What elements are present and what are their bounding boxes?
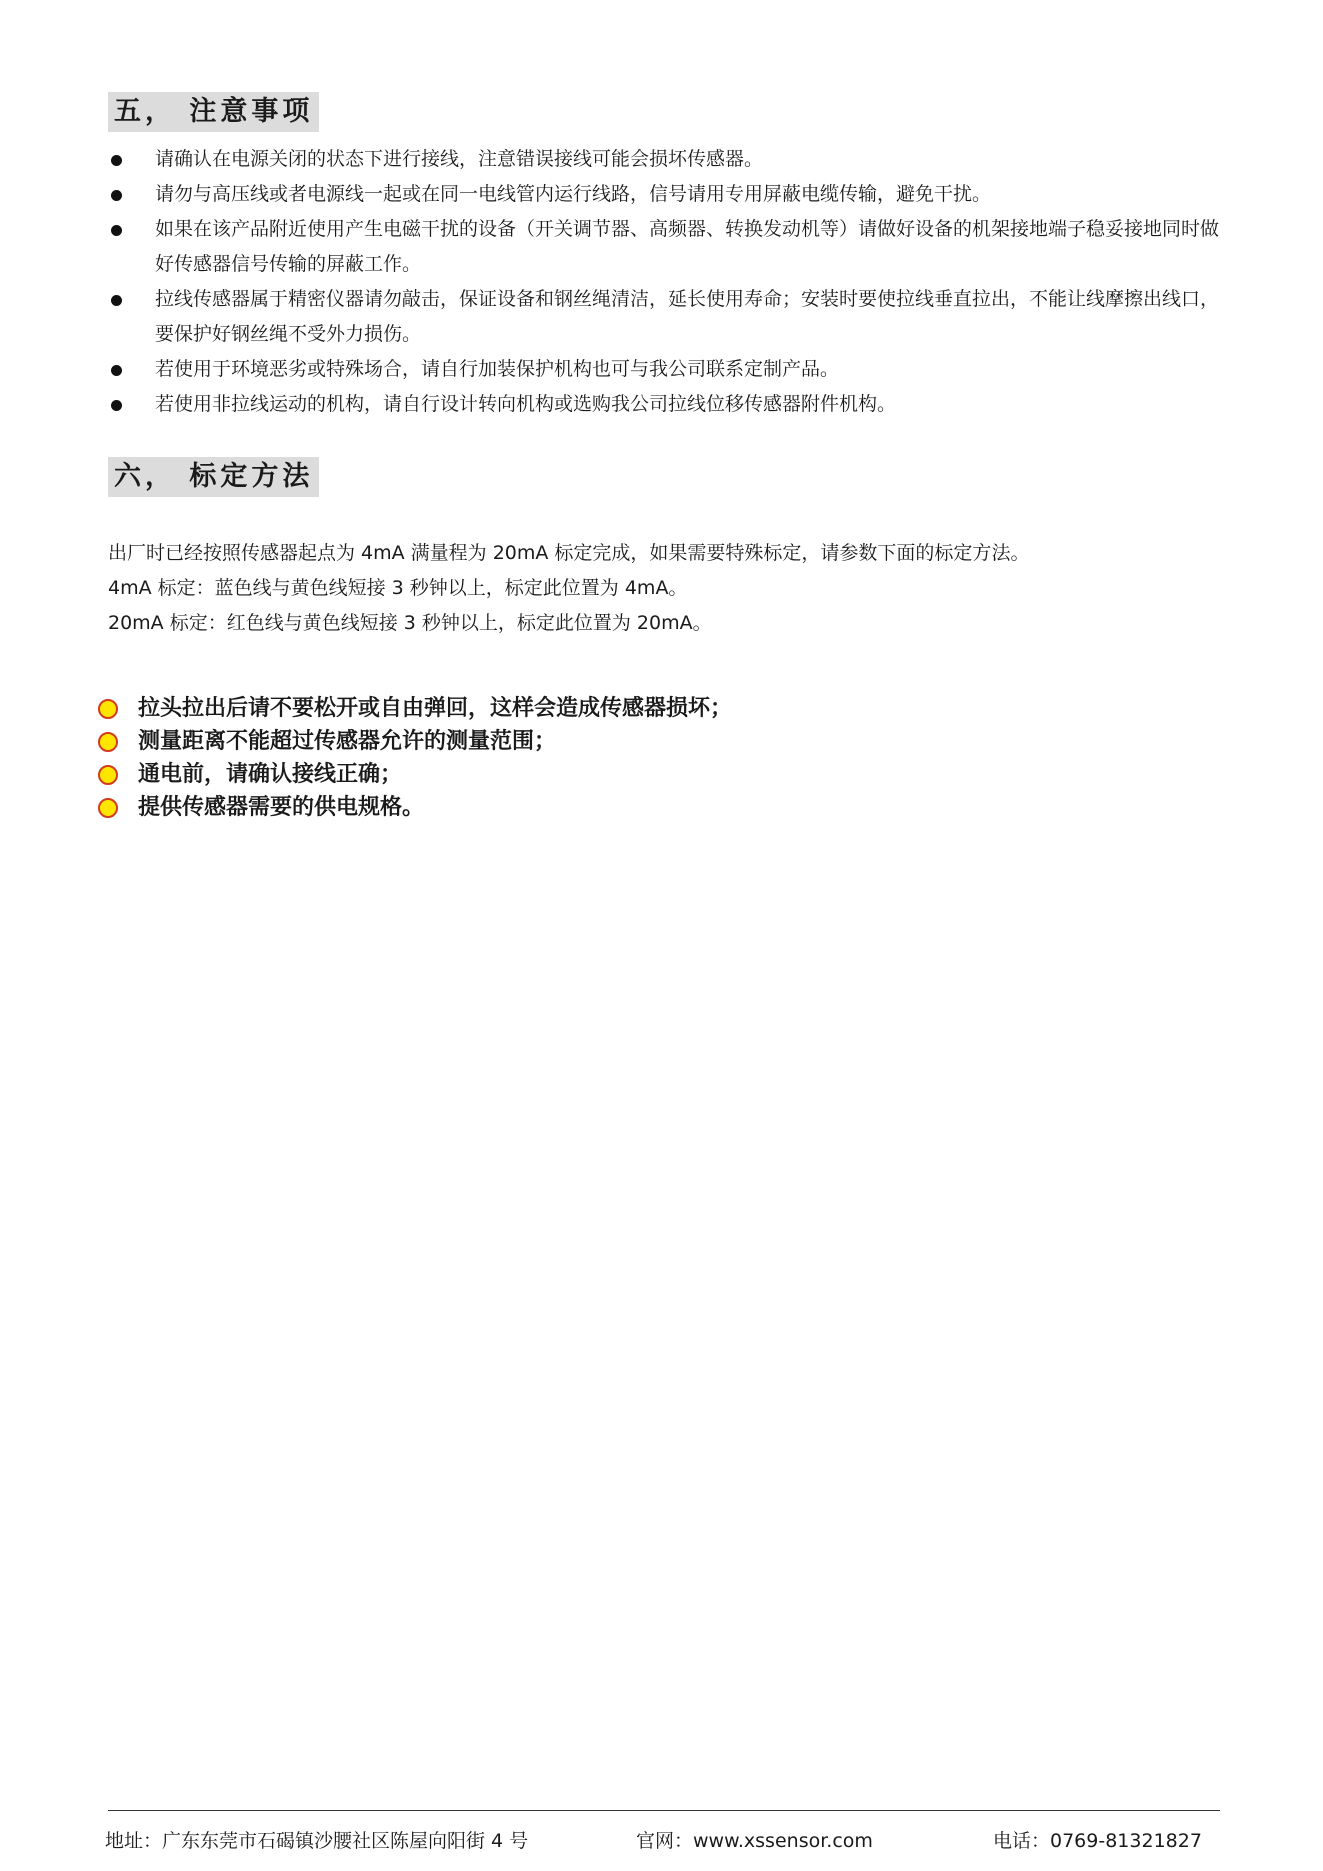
bullet-icon: [111, 295, 122, 306]
warning-circle-icon: [98, 798, 118, 818]
warning-text: 通电前，请确认接线正确；: [138, 761, 403, 787]
calibration-paragraph: 出厂时已经按照传感器起点为 4mA 满量程为 20mA 标定完成，如果需要特殊标定，请参数下面的标定方法。: [108, 542, 1030, 564]
list-item: [108, 352, 1223, 387]
warning-text: 拉头拉出后请不要松开或自由弹回，这样会造成传感器损坏；: [138, 695, 733, 721]
list-item-text: 如果在该产品附近使用产生电磁干扰的设备（开关调节器、高频器、转换发动机等）请做好设备的机架接地端子稳妥接地同时做好传感器信号传输的屏蔽工作。: [155, 218, 1220, 275]
list-item: [108, 282, 1223, 352]
list-item: [108, 142, 1223, 177]
bullet-icon: [111, 190, 122, 201]
section-5-heading: 五， 注意事项: [108, 92, 319, 132]
warning-circle-icon: [98, 765, 118, 785]
footer-divider: [108, 1810, 1220, 1811]
warning-circle-icon: [98, 732, 118, 752]
list-item-text: 若使用非拉线运动的机构，请自行设计转向机构或选购我公司拉线位移传感器附件机构。: [155, 393, 897, 415]
bullet-icon: [111, 155, 122, 166]
calibration-4ma: 4mA 标定：蓝色线与黄色线短接 3 秒钟以上，标定此位置为 4mA。: [108, 577, 688, 599]
warning-circle-icon: [98, 699, 118, 719]
calibration-20ma: 20mA 标定：红色线与黄色线短接 3 秒钟以上，标定此位置为 20mA。: [108, 612, 712, 634]
bullet-icon: [111, 400, 122, 411]
list-item-text: 请勿与高压线或者电源线一起或在同一电线管内运行线路，信号请用专用屏蔽电缆传输，避免干扰。: [155, 183, 992, 205]
list-item-text: 请确认在电源关闭的状态下进行接线，注意错误接线可能会损坏传感器。: [155, 148, 764, 170]
list-item: [108, 212, 1223, 282]
warning-item: [98, 692, 732, 725]
section-6-heading: 六， 标定方法: [108, 457, 319, 497]
list-item-text: 若使用于环境恶劣或特殊场合，请自行加装保护机构也可与我公司联系定制产品。: [155, 358, 840, 380]
bullet-icon: [111, 225, 122, 236]
warning-list: [98, 692, 732, 824]
warning-item: [98, 725, 732, 758]
warning-text: 提供传感器需要的供电规格。: [138, 794, 425, 820]
bullet-icon: [111, 365, 122, 376]
precautions-list: [108, 142, 1223, 422]
warning-text: 测量距离不能超过传感器允许的测量范围；: [138, 728, 557, 754]
calibration-text: [108, 536, 1223, 641]
warning-item: [98, 791, 732, 824]
footer-phone: 电话：0769-81321827: [993, 1830, 1202, 1852]
footer-website: 官网：www.xssensor.com: [636, 1830, 873, 1852]
list-item-text: 拉线传感器属于精密仪器请勿敲击，保证设备和钢丝绳清洁，延长使用寿命；安装时要使拉线垂直拉出，不能让线摩擦出线口，要保护好钢丝绳不受外力损伤。: [155, 288, 1220, 345]
list-item: [108, 177, 1223, 212]
list-item: [108, 387, 1223, 422]
warning-item: [98, 758, 732, 791]
footer-address: 地址：广东东莞市石碣镇沙腰社区陈屋向阳街 4 号: [105, 1830, 529, 1852]
